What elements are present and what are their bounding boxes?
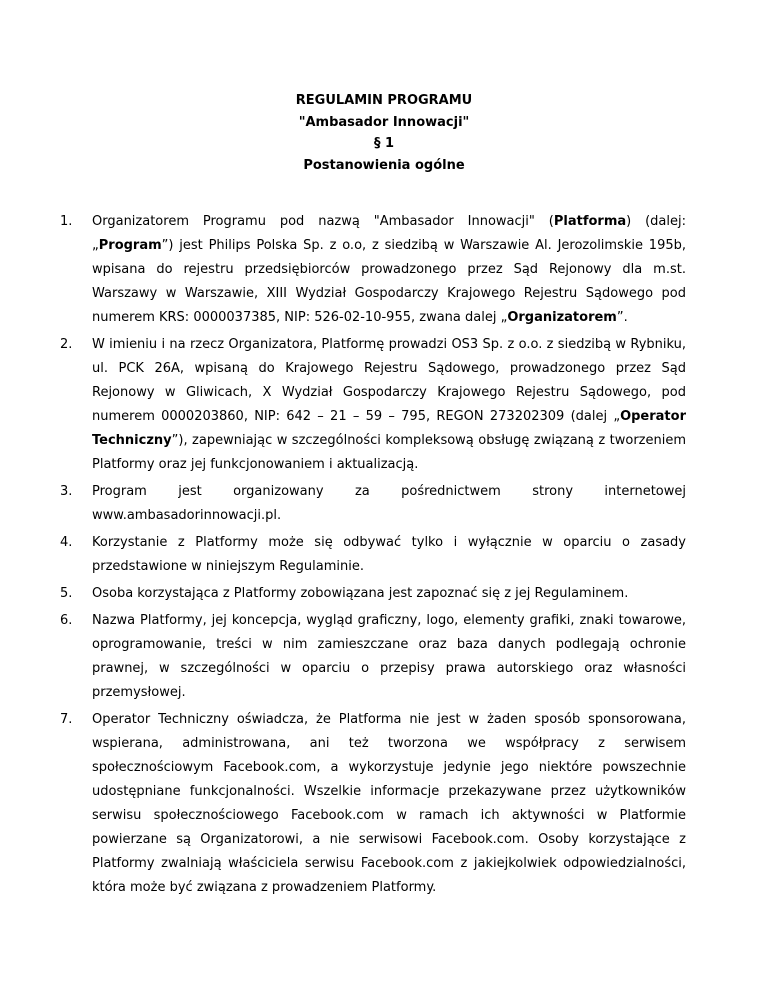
list-item-text: Operator Techniczny oświadcza, że Platforma nie jest w żaden sposób sponsorowana, wspierana, administrowana, ani też tworzona we współpracy z serwisem społecznościowym Facebook.com, a wykorzystuje jedynie jego niektóre powszechnie udostępniane funkcjonalności. Wszelkie informacje przekazywane przez użytkowników serwisu społecznościowego Facebook.com w ramach ich aktywności w Platformie powierzane są Organizatorowi, a nie serwisowi Facebook.com. Osoby korzystające z Platformy zwalniają właściciela serwisu Facebook.com z jakiejkolwiek odpowiedzialności, która może być związana z prowadzeniem Platformy. xyxy=(92,712,686,895)
section-title: Postanowienia ogólne xyxy=(303,157,465,173)
list-item-text: Nazwa Platformy, jej koncepcja, wygląd graficzny, logo, elementy grafiki, znaki towarowe, oprogramowanie, treści w nim zamieszczane oraz baza danych podlegają ochronie prawnej, w szczególności w oparciu o przepisy prawa autorskiego oraz własności przemysłowej. xyxy=(92,613,686,700)
list-item xyxy=(60,480,686,528)
list-item-number: 4. xyxy=(60,535,73,550)
list-item-text: Organizatorem Programu pod nazwą "Ambasador Innowacji" ( xyxy=(92,214,554,229)
list-item-text: ”. xyxy=(616,310,628,325)
document-header xyxy=(0,90,768,176)
section-number: § 1 xyxy=(373,136,395,151)
document-title: REGULAMIN PROGRAMU xyxy=(295,93,473,108)
list-item-text: ”), zapewniając w szczególności kompleksową obsługę związaną z tworzeniem Platformy oraz jej funkcjonowaniem i aktualizacją. xyxy=(92,433,686,472)
list-item xyxy=(60,708,686,900)
list-item-text: Program jest organizowany za pośrednictwem strony internetowej www.ambasadorinnowacji.pl. xyxy=(92,484,686,523)
list-item xyxy=(60,531,686,579)
list-item xyxy=(60,333,686,477)
provisions-list xyxy=(60,210,686,903)
list-item-text: ”) jest Philips Polska Sp. z o.o, z siedzibą w Warszawie Al. Jerozolimskie 195b, wpisana do rejestru przedsiębiorców prowadzonego przez Sąd Rejonowy dla m.st. Warszawy w Warszawie, XIII Wydział Gospodarczy Krajowego Rejestru Sądowego pod numerem KRS: 0000037385, NIP: 526-02-10-955, zwana dalej „ xyxy=(92,238,686,325)
list-item-number: 7. xyxy=(60,712,73,727)
list-item-text: Osoba korzystająca z Platformy zobowiązana jest zapoznać się z jej Regulaminem. xyxy=(92,586,629,601)
list-item-number: 3. xyxy=(60,484,73,499)
list-item-number: 6. xyxy=(60,613,73,628)
defined-term: Platforma xyxy=(553,214,627,229)
list-item xyxy=(60,210,686,330)
defined-term: Program xyxy=(98,238,162,253)
list-item xyxy=(60,582,686,606)
list-item-number: 1. xyxy=(60,214,73,229)
defined-term: Organizatorem xyxy=(507,310,617,325)
list-item-text: Korzystanie z Platformy może się odbywać tylko i wyłącznie w oparciu o zasady przedstawione w niniejszym Regulaminie. xyxy=(92,535,686,574)
program-name: "Ambasador Innowacji" xyxy=(298,114,470,130)
list-item xyxy=(60,609,686,705)
list-item-text: W imieniu i na rzecz Organizatora, Platformę prowadzi OS3 Sp. z o.o. z siedzibą w Rybniku, ul. PCK 26A, wpisaną do Krajowego Rejestru Sądowego, prowadzonego przez Sąd Rejonowy w Gliwicach, X Wydział Gospodarczy Krajowego Rejestru Sądowego, pod numerem 0000203860, NIP: 642 – 21 – 59 – 795, REGON 273202309 (dalej „ xyxy=(92,337,686,424)
defined-term: Operator Techniczny xyxy=(92,409,686,448)
list-item-text: ) (dalej: „ xyxy=(92,214,686,253)
list-item-number: 5. xyxy=(60,586,73,601)
list-item-number: 2. xyxy=(60,337,73,352)
